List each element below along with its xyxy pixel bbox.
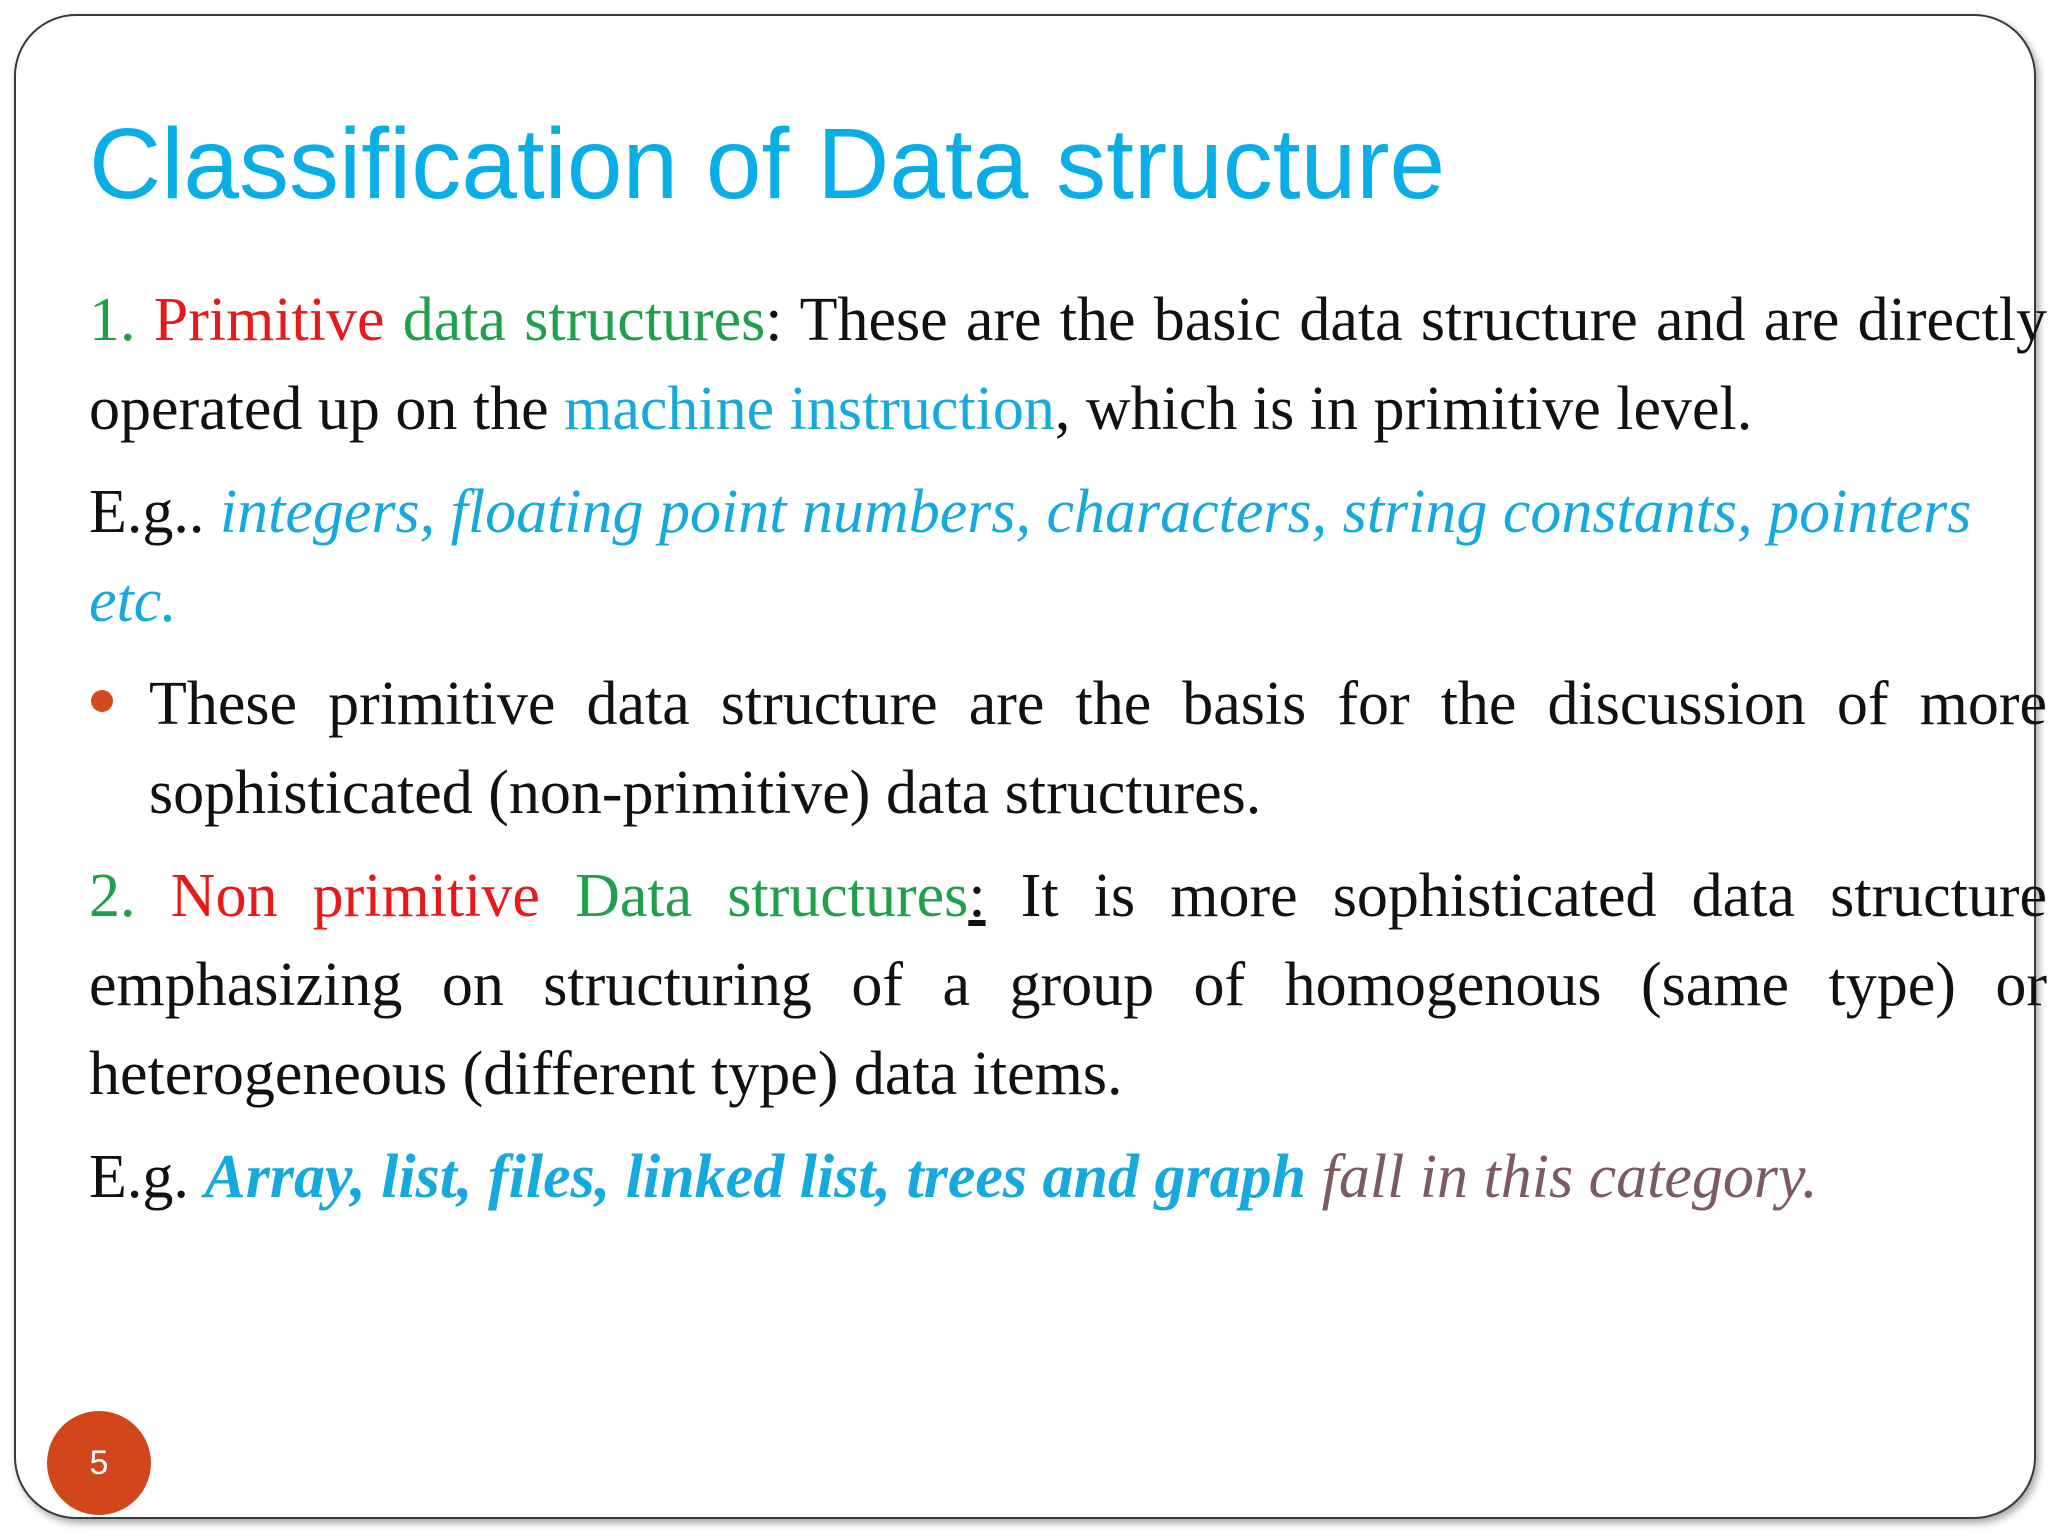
non-primitive-paragraph bbox=[89, 852, 2047, 1119]
non-primitive-colon: : bbox=[968, 862, 986, 930]
machine-instruction-text: machine instruction bbox=[564, 375, 1055, 443]
slide-title: Classification of Data structure bbox=[89, 108, 1446, 220]
primitive-example bbox=[89, 468, 2047, 646]
primitive-example-label: E.g.. bbox=[89, 478, 205, 546]
slide bbox=[14, 14, 2048, 1519]
non-primitive-example-label: E.g. bbox=[89, 1143, 189, 1211]
non-primitive-example bbox=[89, 1133, 2047, 1222]
non-primitive-term: Non primitive bbox=[170, 862, 540, 930]
bullet-dot-icon bbox=[91, 690, 113, 712]
primitive-description-1: These are the basic data structure and are directly operated up on the bbox=[89, 286, 2048, 443]
non-primitive-example-tail: fall in this category. bbox=[1321, 1143, 1818, 1211]
bullet-text: These primitive data structure are the basis for the discussion of more sophisticated (non-primitive) data structures. bbox=[149, 670, 2047, 827]
primitive-colon: : bbox=[765, 286, 783, 354]
primitive-description-2: , which is in primitive level. bbox=[1054, 375, 1753, 443]
non-primitive-description: It is more sophisticated data structure emphasizing on structuring of a group of homogenous (same type) or heterogeneous (different type) data items. bbox=[89, 862, 2048, 1108]
slide-body bbox=[89, 276, 2047, 1222]
primitive-term: Primitive bbox=[153, 286, 385, 354]
primitive-term-rest: data structures bbox=[402, 286, 766, 354]
non-primitive-example-items: Array, list, files, linked list, trees and graph bbox=[204, 1143, 1307, 1211]
bullet-item bbox=[89, 660, 2047, 838]
primitive-example-items: integers, floating point numbers, characters, string constants, pointers etc. bbox=[89, 478, 1972, 635]
primitive-number: 1. bbox=[89, 286, 136, 354]
non-primitive-term-rest: Data structures bbox=[575, 862, 969, 930]
non-primitive-number: 2. bbox=[89, 862, 136, 930]
page-number-badge: 5 bbox=[47, 1411, 151, 1515]
primitive-paragraph bbox=[89, 276, 2047, 454]
